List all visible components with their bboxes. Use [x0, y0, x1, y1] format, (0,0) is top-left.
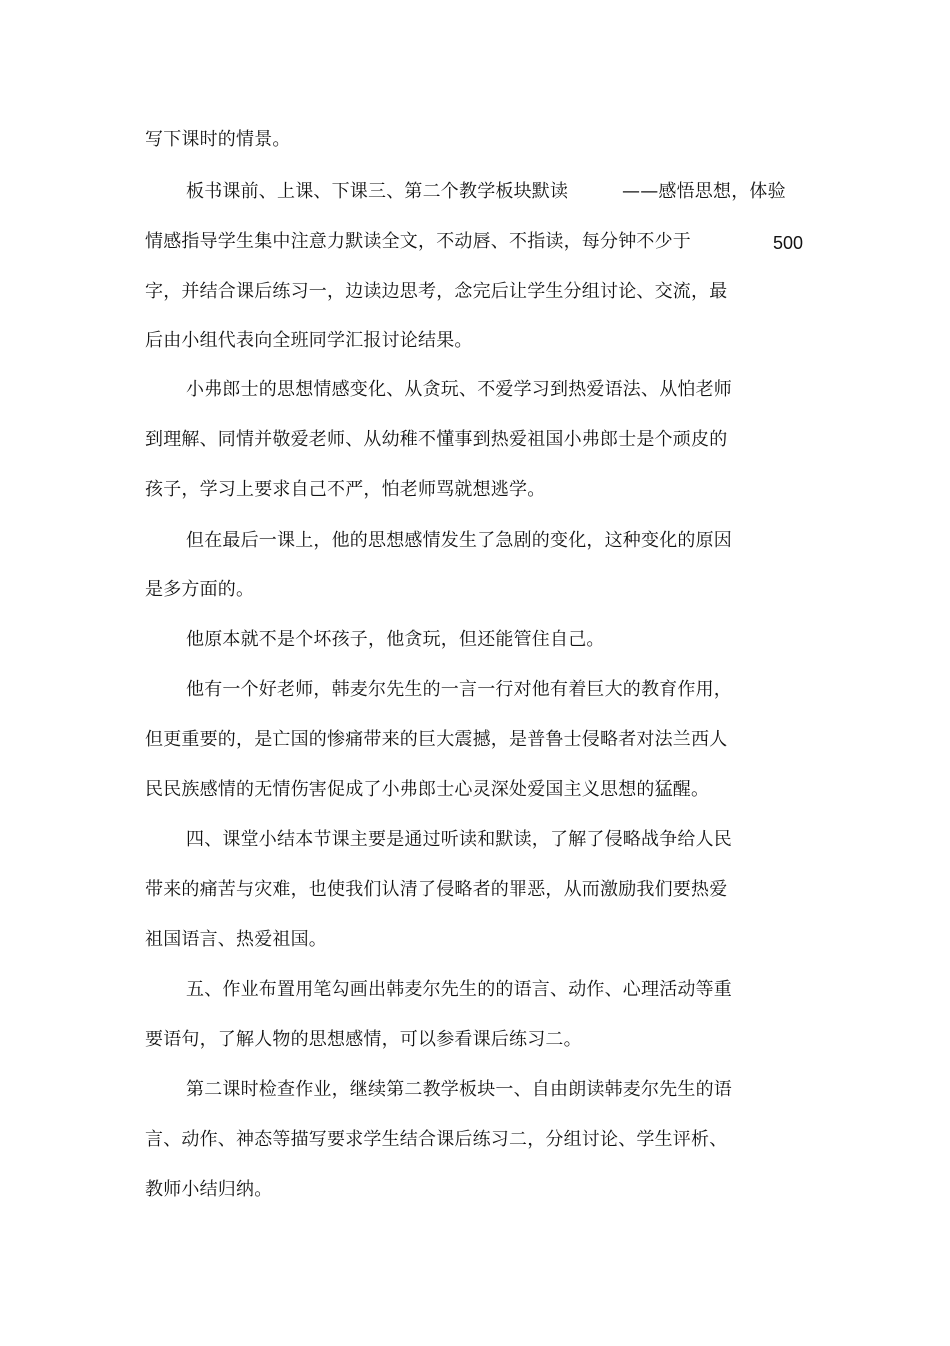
text-line: 言、动作、神态等描写要求学生结合课后练习二，分组讨论、学生评析、 — [145, 1129, 728, 1150]
text-line: 板书课前、上课、下课三、第二个教学板块默读 — [186, 181, 569, 202]
text-line: 祖国语言、热爱祖国。 — [145, 929, 327, 950]
text-line: 他有一个好老师，韩麦尔先生的一言一行对他有着巨大的教育作用， — [186, 679, 732, 700]
text-line: ——感悟思想，体验 — [622, 181, 786, 202]
text-line: 到理解、同情并敬爱老师、从幼稚不懂事到热爱祖国小弗郎士是个顽皮的 — [145, 429, 728, 450]
text-line: 要语句，了解人物的思想感情，可以参看课后练习二。 — [145, 1029, 582, 1050]
text-line: 情感指导学生集中注意力默读全文，不动唇、不指读，每分钟不少于 — [145, 231, 691, 252]
text-line: 他原本就不是个坏孩子，他贪玩，但还能管住自己。 — [186, 629, 605, 650]
text-line: 写下课时的情景。 — [145, 129, 291, 150]
text-line: 但在最后一课上，他的思想感情发生了急剧的变化，这种变化的原因 — [186, 530, 732, 551]
text-line: 后由小组代表向全班同学汇报讨论结果。 — [145, 330, 473, 351]
text-line: 第二课时检查作业，继续第二教学板块一、自由朗读韩麦尔先生的语 — [186, 1079, 732, 1100]
text-line: 带来的痛苦与灾难，也使我们认清了侵略者的罪恶，从而激励我们要热爱 — [145, 879, 728, 900]
text-line: 教师小结归纳。 — [145, 1179, 273, 1200]
text-line: 四、课堂小结本节课主要是通过听读和默读，了解了侵略战争给人民 — [186, 829, 732, 850]
text-line: 五、作业布置用笔勾画出韩麦尔先生的的语言、动作、心理活动等重 — [186, 979, 732, 1000]
text-line: 孩子，学习上要求自己不严，怕老师骂就想逃学。 — [145, 479, 546, 500]
text-line: 字，并结合课后练习一，边读边思考，念完后让学生分组讨论、交流，最 — [145, 281, 728, 302]
text-line: 是多方面的。 — [145, 579, 255, 600]
number-500: 500 — [773, 233, 804, 253]
text-line: 但更重要的，是亡国的惨痛带来的巨大震撼，是普鲁士侵略者对法兰西人 — [145, 729, 728, 750]
text-line: 小弗郎士的思想情感变化、从贪玩、不爱学习到热爱语法、从怕老师 — [186, 379, 732, 400]
text-line: 民民族感情的无情伤害促成了小弗郎士心灵深处爱国主义思想的猛醒。 — [145, 779, 710, 800]
